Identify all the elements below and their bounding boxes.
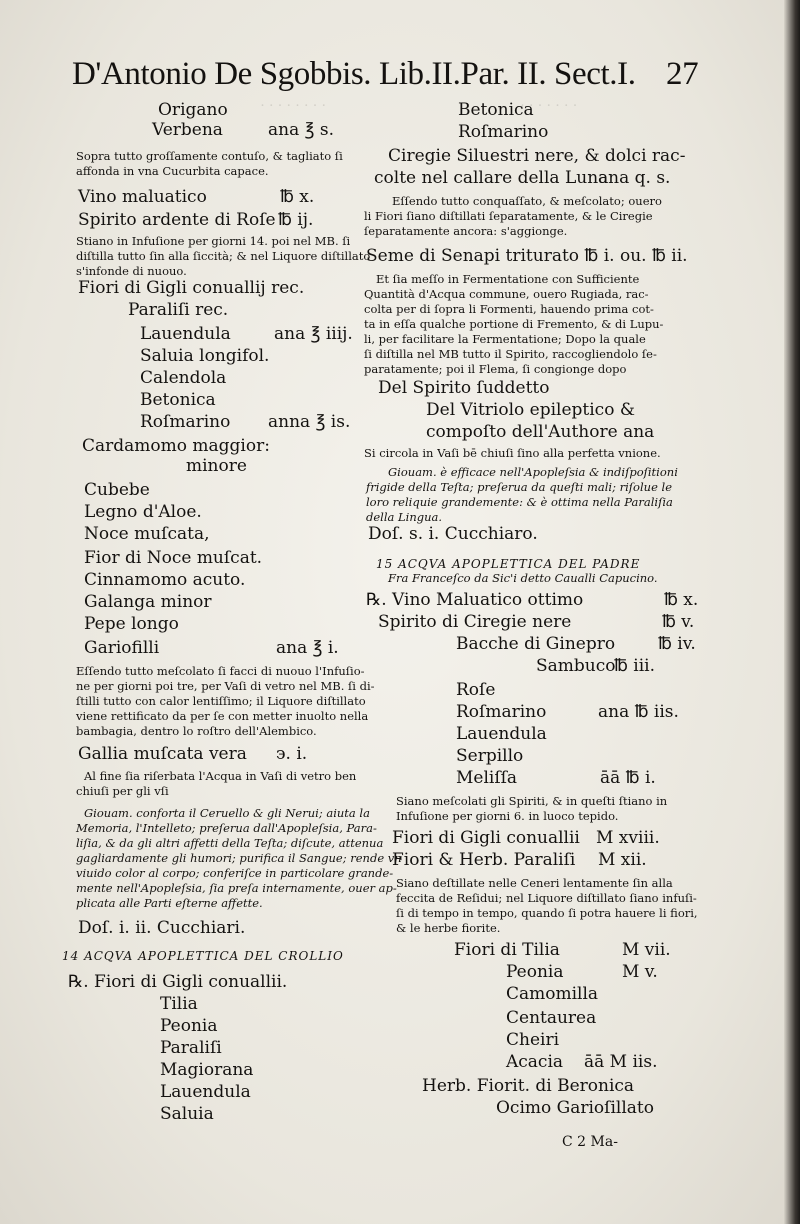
text-line: ℔ ij.	[278, 210, 314, 230]
text-line: Sopra tutto groſſamente contuſo, & tagliato ſi	[76, 149, 343, 163]
text-line: Doſ. i. ii. Cucchiari.	[78, 918, 246, 938]
text-line: Noce muſcata,	[84, 524, 210, 544]
text-line: Centaurea	[506, 1008, 597, 1028]
text-line: ℔ iv.	[658, 634, 696, 654]
text-line: Meliſſa	[456, 768, 518, 788]
text-line: Calendola	[140, 368, 227, 388]
catchword-signature: C 2 Ma-	[562, 1134, 618, 1150]
text-line: āā M iis.	[584, 1052, 658, 1072]
text-line: 14 ACQVA APOPLETTICA DEL CROLLIO	[62, 949, 344, 963]
text-line: Betonica	[140, 390, 216, 410]
text-line: Lauendula	[160, 1082, 251, 1102]
text-line: ℞. Fiori di Gigli conuallii.	[68, 972, 288, 992]
text-line: gagliardamente gli humori; purifica il Sangue; rende vn	[76, 851, 402, 865]
text-line: mente nell'Apopleſsia, ſia preſa internamente, ouer ap-	[76, 881, 397, 895]
text-line: ſi diſtilla nel MB tutto il Spirito, raccogliendolo ſe-	[364, 347, 657, 361]
text-line: Roſmarino	[458, 122, 549, 142]
text-line: Roſmarino	[140, 412, 231, 432]
text-line: M xii.	[598, 850, 647, 870]
text-line: ta in eſſa qualche portione di Fremento, & di Lupu-	[364, 317, 664, 331]
text-line: Fiori & Herb. Paraliſi	[392, 850, 576, 870]
text-line: ana ℥ s.	[268, 120, 334, 140]
text-line: Pepe longo	[84, 614, 179, 634]
text-line: M v.	[622, 962, 658, 982]
text-line: Origano	[158, 100, 228, 120]
text-line: liſia, & da gli altri affetti della Teſta; diſcute, attenua	[76, 836, 384, 850]
text-line: Lauendula	[140, 324, 231, 344]
text-line: ana ℥ i.	[276, 638, 339, 658]
text-line: āā ℔ i.	[600, 768, 656, 788]
text-line: ϶. i.	[276, 744, 308, 764]
text-line: Saluia	[160, 1104, 214, 1124]
text-line: 15 ACQVA APOPLETTICA DEL PADRE	[376, 557, 641, 571]
text-line: feccita de Reſidui; nel Liquore diſtillato ſiano infuſi-	[396, 891, 697, 905]
text-line: Camomilla	[506, 984, 599, 1004]
text-line: & le herbe fiorite.	[396, 921, 501, 935]
text-line: viuido color al corpo; conferiſce in particolare grande-	[76, 866, 394, 880]
text-line: M vii.	[622, 940, 671, 960]
text-line: Bacche di Ginepro	[456, 634, 616, 654]
text-line: Cardamomo maggior:	[82, 436, 270, 456]
text-line: Paraliſi	[160, 1038, 222, 1058]
text-line: Betonica	[458, 100, 534, 120]
text-line: Lauendula	[456, 724, 547, 744]
text-line: affonda in vna Cucurbita capace.	[76, 164, 269, 178]
text-line: Memoria, l'Intelleto; preſerua dall'Apopleſsia, Para-	[76, 821, 377, 835]
text-line: Cinnamomo acuto.	[84, 570, 246, 590]
text-line: Infuſione per giorni 6. in luoco tepido.	[396, 809, 619, 823]
book-spine	[784, 0, 800, 1224]
text-line: Herb. Fiorit. di Beronica	[422, 1076, 635, 1096]
text-line: Peonia	[506, 962, 564, 982]
text-line: Del Vitriolo epileptico &	[426, 400, 635, 420]
text-line: ℔ iii.	[614, 656, 656, 676]
text-line: Cubebe	[84, 480, 150, 500]
text-line: Et ſia meſſo in Fermentatione con Sufficiente	[376, 272, 640, 286]
text-line: Roſe	[456, 680, 496, 700]
show-through-text: · · · · · · ·	[520, 98, 578, 114]
text-line: Ocimo Garioſillato	[496, 1098, 654, 1118]
text-line: Fiori di Gigli conuallii	[392, 828, 580, 848]
text-line: ℔ x.	[664, 590, 699, 610]
text-line: Peonia	[160, 1016, 218, 1036]
text-line: colta per di ſopra li Formenti, hauendo prima cot-	[364, 302, 654, 316]
text-line: Spirito ardente di Roſe	[78, 210, 276, 230]
text-line: bambagia, dentro lo roſtro dell'Alembico.	[76, 724, 317, 738]
show-through-text: · · · · · · · ·	[260, 98, 327, 114]
text-line: M xviii.	[596, 828, 660, 848]
text-line: chiuſi per gli vſi	[76, 784, 169, 798]
text-line: Acacia	[506, 1052, 564, 1072]
text-line: ℔ v.	[662, 612, 695, 632]
text-line: Spirito di Ciregie nere	[378, 612, 572, 632]
header-title: D'Antonio De Sgobbis. Lib.II.Par. II. Sect.I.	[72, 56, 636, 92]
text-line: Giouam. è efficace nell'Apopleſsia & indiſpoſitioni	[388, 465, 678, 479]
text-line: Vino maluatico	[78, 187, 207, 207]
text-line: ſi di tempo in tempo, quando ſi potra hauere li fiori,	[396, 906, 698, 920]
text-line: loro reliquie grandemente: & è ottima nella Paraliſia	[366, 495, 673, 509]
text-line: Eſſendo tutto conquaſſato, & meſcolato; ouero	[392, 194, 662, 208]
text-line: ana ℔ iis.	[598, 702, 679, 722]
text-line: Tilia	[160, 994, 198, 1014]
text-line: Fiori di Gigli conuallij rec.	[78, 278, 305, 298]
text-line: minore	[186, 456, 247, 476]
text-line: Fiori di Tilia	[454, 940, 560, 960]
text-line: Del Spirito ſuddetto	[378, 378, 550, 398]
text-line: ana ℥ iiij.	[274, 324, 353, 344]
text-line: ℔ x.	[280, 187, 315, 207]
running-header	[72, 56, 712, 96]
text-line: Gallia muſcata vera	[78, 744, 247, 764]
text-line: Al fine ſia riſerbata l'Acqua in Vaſi di vetro ben	[84, 769, 357, 783]
text-line: anna ℥ is.	[268, 412, 351, 432]
text-line: Gariofilli	[84, 638, 160, 658]
text-line: Giouam. conforta il Ceruello & gli Nerui; aiuta la	[84, 806, 370, 820]
text-line: viene rettificato da per ſe con metter inuolto nella	[76, 709, 369, 723]
text-line: Legno d'Aloe.	[84, 502, 202, 522]
text-line: Serpillo	[456, 746, 524, 766]
text-line: ſtilli tutto con calor lentiſſimo; il Liquore diſtillato	[76, 694, 366, 708]
text-line: ne per giorni poi tre, per Vaſi di vetro nel MB. ſi di-	[76, 679, 375, 693]
text-line: Sambuco	[536, 656, 616, 676]
text-line: ana q. s.	[598, 168, 671, 188]
text-line: Paraliſi rec.	[128, 300, 229, 320]
text-line: Stiano in Infuſione per giorni 14. poi nel MB. ſi	[76, 234, 351, 248]
text-line: Eſſendo tutto meſcolato ſi facci di nuouo l'Infuſio-	[76, 664, 365, 678]
text-line: Galanga minor	[84, 592, 212, 612]
text-line: Roſmarino	[456, 702, 547, 722]
text-line: Fior di Noce muſcat.	[84, 548, 263, 568]
text-line: Verbena	[152, 120, 223, 140]
text-line: li, per facilitare la Fermentatione; Dopo la quale	[364, 332, 646, 346]
text-line: Magiorana	[160, 1060, 254, 1080]
text-line: Doſ. s. i. Cucchiaro.	[368, 524, 538, 544]
text-line: colte nel callare della Luna	[374, 168, 609, 188]
text-line: Seme di Senapi triturato ℔ i. ou. ℔ ii.	[366, 246, 688, 266]
text-line: Siano meſcolati gli Spiriti, & in queſti ſtiano in	[396, 794, 668, 808]
text-line: Saluia longifol.	[140, 346, 270, 366]
page-number: 27	[666, 56, 699, 92]
text-line: Cheiri	[506, 1030, 560, 1050]
text-line: plicata alle Parti eſterne affette.	[76, 896, 263, 910]
text-line: diſtilla tutto ſin alla ſiccità; & nel Liquore diſtillato	[76, 249, 371, 263]
text-line: Ciregie Siluestri nere, & dolci rac-	[388, 146, 686, 166]
text-line: paratamente; poi il Flema, ſi congionge dopo	[364, 362, 627, 376]
text-line: compoſto dell'Authore ana	[426, 422, 655, 442]
text-line: Quantità d'Acqua commune, ouero Rugiada, rac-	[364, 287, 649, 301]
text-line: li Fiori ſiano diſtillati ſeparatamente, & le Ciregie	[364, 209, 653, 223]
text-line: ſeparatamente ancora: s'aggionge.	[364, 224, 568, 238]
text-line: Si circola in Vaſi bē chiuſi ſino alla perfetta vnione.	[364, 446, 661, 460]
text-line: frigide della Teſta; preſerua da queſti mali; riſolue le	[366, 480, 673, 494]
text-line: della Lingua.	[366, 510, 443, 524]
text-line: s'infonde di nuouo.	[76, 264, 187, 278]
text-line: Siano deſtillate nelle Ceneri lentamente ſin alla	[396, 876, 673, 890]
text-line: Fra Franceſco da Sic'i detto Caualli Capucino.	[388, 571, 658, 585]
text-line: ℞. Vino Maluatico ottimo	[366, 590, 584, 610]
